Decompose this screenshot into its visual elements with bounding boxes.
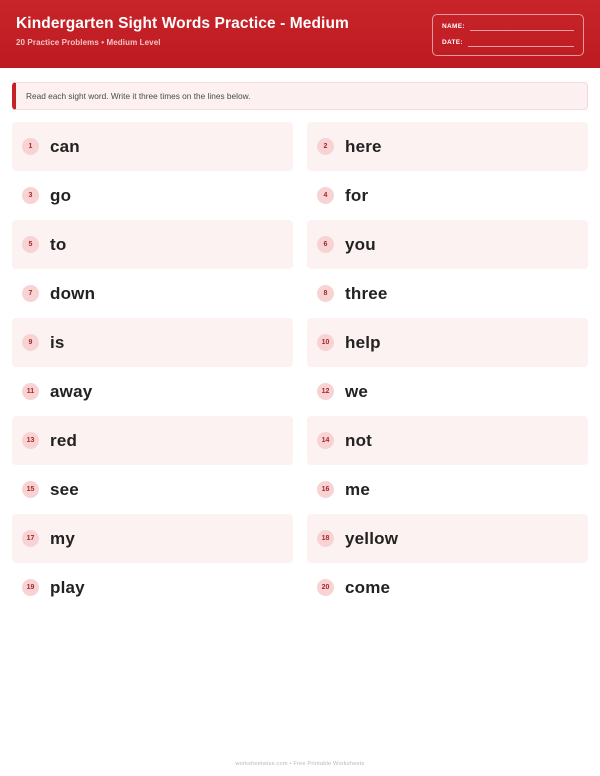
name-field-row[interactable] — [442, 22, 574, 31]
problem-number: 20 — [317, 579, 334, 596]
problem-number: 16 — [317, 481, 334, 498]
problem-item[interactable] — [307, 122, 588, 171]
problem-item[interactable] — [12, 171, 293, 220]
sight-word: is — [50, 332, 65, 352]
name-date-box — [432, 14, 584, 56]
problem-number: 15 — [22, 481, 39, 498]
problem-number: 18 — [317, 530, 334, 547]
problem-item[interactable] — [12, 465, 293, 514]
problem-number: 11 — [22, 383, 39, 400]
problem-number: 9 — [22, 334, 39, 351]
sight-word: to — [50, 234, 67, 254]
problems-grid — [12, 122, 588, 612]
sight-word: we — [345, 381, 369, 401]
problems-column-right — [307, 122, 588, 612]
sight-word: go — [50, 185, 72, 205]
sight-word: away — [50, 381, 93, 401]
problem-item[interactable] — [307, 514, 588, 563]
problem-number: 19 — [22, 579, 39, 596]
problem-item[interactable] — [307, 465, 588, 514]
date-label: DATE: — [442, 39, 463, 46]
problem-item[interactable] — [307, 171, 588, 220]
problem-number: 13 — [22, 432, 39, 449]
name-label: NAME: — [442, 23, 465, 30]
problem-item[interactable] — [12, 269, 293, 318]
problem-item[interactable] — [12, 220, 293, 269]
problem-item[interactable] — [307, 367, 588, 416]
problem-number: 14 — [317, 432, 334, 449]
problem-item[interactable] — [12, 514, 293, 563]
page-subtitle: 20 Practice Problems • Medium Level — [16, 38, 161, 48]
problem-number: 3 — [22, 187, 39, 204]
sight-word: play — [50, 577, 85, 597]
problem-number: 17 — [22, 530, 39, 547]
problem-item[interactable] — [307, 318, 588, 367]
problem-item[interactable] — [12, 563, 293, 612]
sight-word: here — [345, 136, 382, 156]
footer — [0, 761, 600, 767]
problem-item[interactable] — [12, 367, 293, 416]
date-field-row[interactable] — [442, 38, 574, 47]
sight-word: not — [345, 430, 373, 450]
sight-word: can — [50, 136, 80, 156]
sight-word: you — [345, 234, 376, 254]
sight-word: down — [50, 283, 96, 303]
sight-word: me — [345, 479, 370, 499]
problem-number: 5 — [22, 236, 39, 253]
problem-item[interactable] — [307, 416, 588, 465]
footer-text: worksheetwise.com • Free Printable Worksheets — [235, 761, 365, 767]
sight-word: my — [50, 528, 75, 548]
date-input-line[interactable] — [468, 38, 574, 47]
sight-word: three — [345, 283, 388, 303]
problem-number: 1 — [22, 138, 39, 155]
sight-word: yellow — [345, 528, 399, 548]
sight-word: come — [345, 577, 391, 597]
problem-item[interactable] — [12, 318, 293, 367]
problem-item[interactable] — [307, 220, 588, 269]
sight-word: for — [345, 185, 369, 205]
problem-number: 4 — [317, 187, 334, 204]
sight-word: help — [345, 332, 381, 352]
problem-item[interactable] — [307, 269, 588, 318]
problem-number: 2 — [317, 138, 334, 155]
header-title-block — [16, 12, 349, 47]
problems-column-left — [12, 122, 293, 612]
name-input-line[interactable] — [470, 22, 574, 31]
problem-item[interactable] — [307, 563, 588, 612]
problem-item[interactable] — [12, 122, 293, 171]
worksheet-header — [0, 0, 600, 68]
problem-number: 7 — [22, 285, 39, 302]
instructions-banner — [12, 82, 588, 110]
instructions-text: Read each sight word. Write it three times on the lines below. — [26, 91, 251, 101]
sight-word: red — [50, 430, 78, 450]
problem-number: 8 — [317, 285, 334, 302]
problem-item[interactable] — [12, 416, 293, 465]
problem-number: 6 — [317, 236, 334, 253]
problem-number: 10 — [317, 334, 334, 351]
page-title: Kindergarten Sight Words Practice - Medium — [16, 15, 349, 32]
problem-number: 12 — [317, 383, 334, 400]
sight-word: see — [50, 479, 79, 499]
